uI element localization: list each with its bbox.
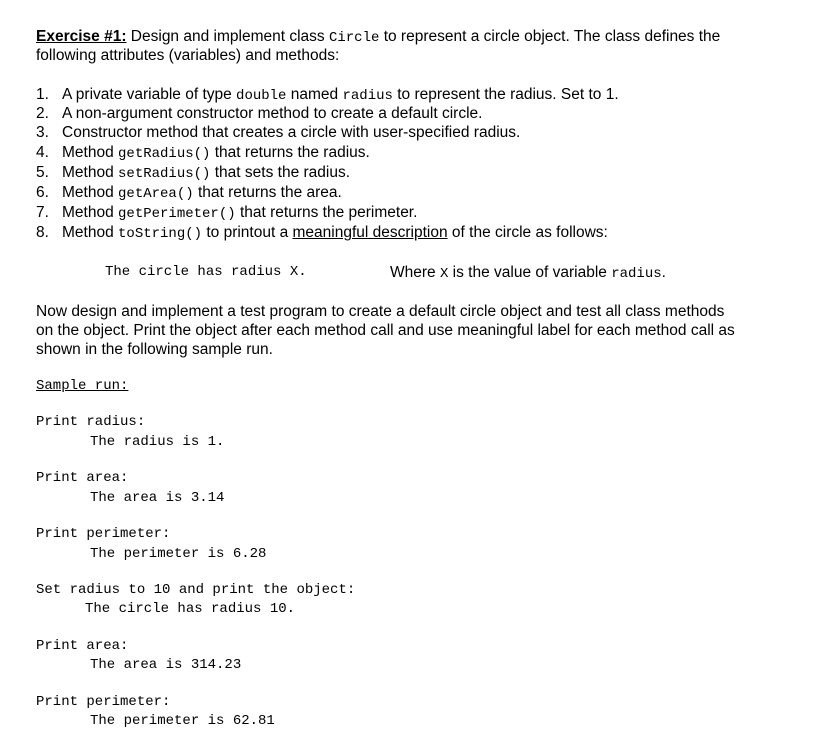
sample-run-label: Print perimeter: (36, 694, 171, 710)
list-item: 5. Method setRadius() that sets the radius. (36, 164, 351, 182)
exercise-title-line2: following attributes (variables) and methods: (36, 47, 340, 64)
sample-run-output: The area is 314.23 (90, 657, 242, 673)
list-item: 1. A private variable of type double named radius to represent the radius. Set to 1. (36, 86, 619, 104)
sample-run-label: Print radius: (36, 414, 146, 430)
meaningful-description-link: meaningful description (292, 224, 448, 241)
tostring-example-code: The circle has radius X. (105, 264, 307, 280)
list-item: 2. A non-argument constructor method to create a default circle. (36, 105, 483, 122)
sample-run-label: Print area: (36, 470, 129, 486)
exercise-label: Exercise #1: (36, 28, 127, 45)
sample-run-output: The perimeter is 62.81 (90, 713, 275, 729)
list-item: 4. Method getRadius() that returns the radius. (36, 144, 370, 162)
tostring-example-note: Where X is the value of variable radius. (390, 264, 666, 282)
instructions-line: on the object. Print the object after each method call and use meaningful label for each method call as (36, 322, 735, 339)
list-item: 8. Method toString() to printout a meaningful description of the circle as follows: (36, 224, 608, 242)
sample-run-label: Print area: (36, 638, 129, 654)
sample-run-output: The radius is 1. (90, 434, 225, 450)
sample-run-label: Set radius to 10 and print the object: (36, 582, 356, 598)
exercise-title: Exercise #1: Design and implement class Circle to represent a circle object. The class defines the (36, 28, 721, 46)
sample-run-output: The circle has radius 10. (85, 601, 296, 617)
sample-run-output: The area is 3.14 (90, 490, 225, 506)
list-item: 7. Method getPerimeter() that returns the perimeter. (36, 204, 418, 222)
instructions-line: shown in the following sample run. (36, 341, 273, 358)
sample-run-label: Print perimeter: (36, 526, 171, 542)
sample-run-heading: Sample run: (36, 378, 129, 394)
sample-run-output: The perimeter is 6.28 (90, 546, 267, 562)
instructions-line: Now design and implement a test program to create a default circle object and test all class methods (36, 303, 725, 320)
list-item: 6. Method getArea() that returns the area. (36, 184, 342, 202)
class-name: Circle (328, 30, 380, 46)
list-item: 3. Constructor method that creates a circle with user-specified radius. (36, 124, 521, 141)
